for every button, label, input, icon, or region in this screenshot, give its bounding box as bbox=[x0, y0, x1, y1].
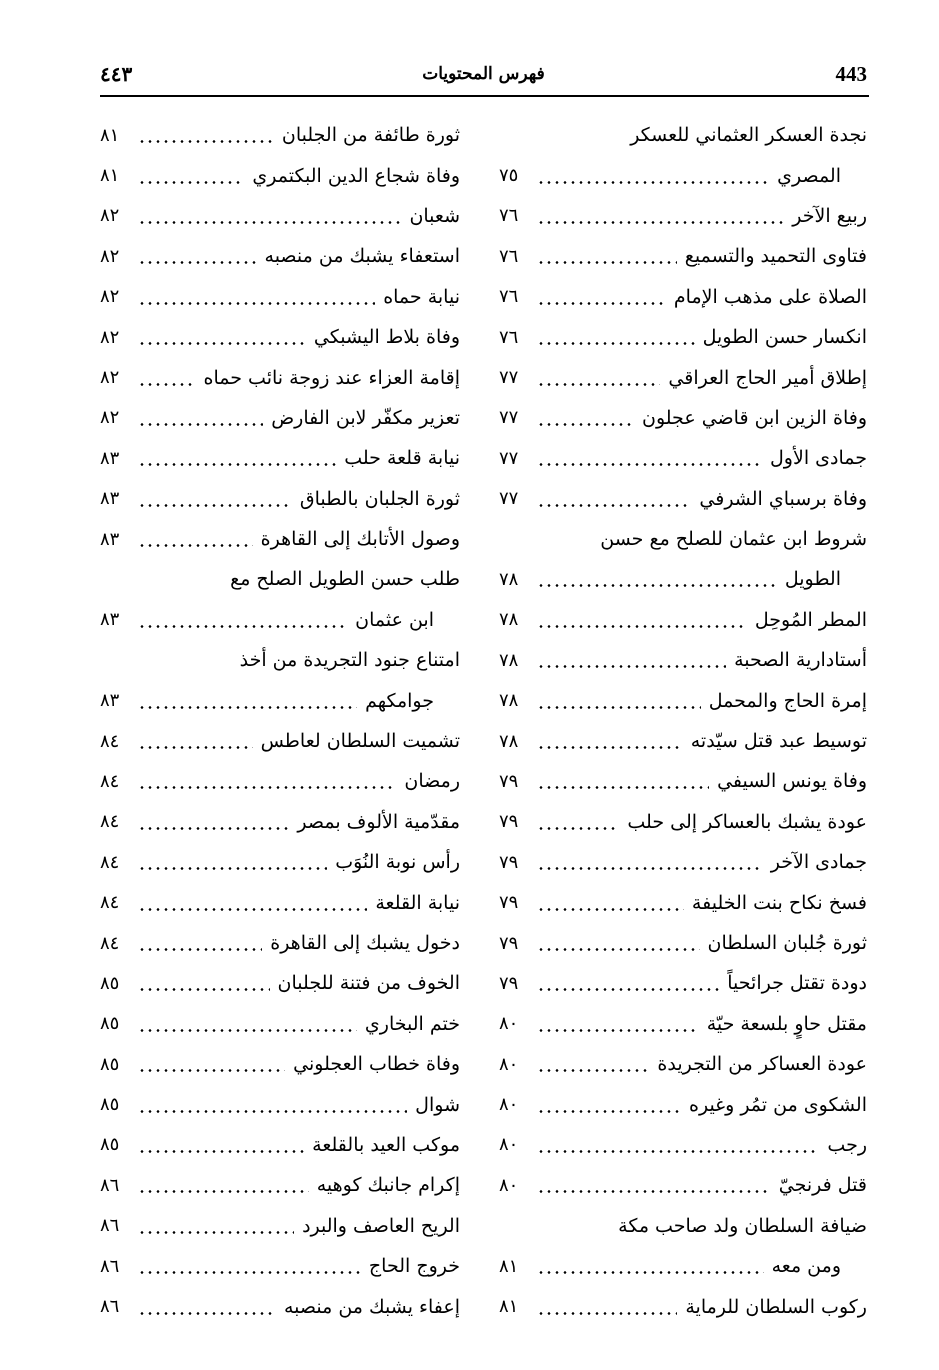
entry-page-number: ٧٦ bbox=[499, 326, 519, 348]
entry-page-number: ٧٥ bbox=[499, 165, 519, 187]
dot-leader bbox=[138, 974, 270, 992]
index-entry bbox=[499, 357, 867, 397]
entry-page-number: ٧٨ bbox=[499, 568, 519, 590]
index-entry bbox=[499, 680, 867, 720]
entry-page-number: ٧٧ bbox=[499, 407, 519, 429]
index-entry bbox=[499, 155, 867, 195]
entry-title: جوامكهم bbox=[365, 689, 434, 712]
index-entry bbox=[499, 559, 867, 599]
entry-title: وفاة شجاع الدين البكتمري bbox=[252, 164, 460, 187]
entry-page-number: ٨٥ bbox=[100, 1053, 120, 1075]
index-entry bbox=[499, 600, 867, 640]
running-header bbox=[100, 62, 867, 92]
entry-page-number: ٨٠ bbox=[499, 1094, 519, 1116]
entry-title: وفاة يونس السيفي bbox=[717, 770, 867, 793]
index-entry bbox=[499, 640, 867, 680]
index-entry bbox=[499, 519, 867, 559]
entry-page-number: ٧٧ bbox=[499, 367, 519, 389]
entry-page-number: ٨٤ bbox=[100, 730, 120, 752]
entry-title: توسيط عبد قتل سيّدته bbox=[690, 730, 867, 753]
entry-title: إطلاق أمير الحاج العراقي bbox=[668, 366, 867, 389]
index-entry bbox=[499, 1286, 867, 1326]
entry-title: أستادارية الصحبة bbox=[734, 649, 867, 672]
entry-title: دودة تقتل جرائحياً bbox=[727, 972, 867, 995]
entry-title: المطر المُوحِل bbox=[754, 608, 867, 631]
index-entry bbox=[100, 802, 460, 842]
dot-leader bbox=[537, 570, 777, 588]
dot-leader bbox=[138, 1015, 357, 1033]
index-entry bbox=[499, 963, 867, 1003]
index-entry bbox=[100, 519, 460, 559]
entry-title: الخوف من فتنة للجلبان bbox=[277, 972, 460, 995]
index-entry bbox=[499, 721, 867, 761]
entry-title: مقدّمية الألوف بمصر bbox=[297, 810, 460, 833]
index-entry bbox=[100, 559, 460, 599]
entry-title: جمادى الآخر bbox=[770, 851, 867, 874]
index-entry bbox=[100, 1004, 460, 1044]
entry-page-number: ٨٥ bbox=[100, 972, 120, 994]
entry-page-number: ٨٢ bbox=[100, 286, 120, 308]
dot-leader bbox=[537, 1257, 764, 1275]
index-entry bbox=[499, 923, 867, 963]
entry-page-number: ٨٠ bbox=[499, 1013, 519, 1035]
entry-page-number: ٨٤ bbox=[100, 892, 120, 914]
dot-leader bbox=[138, 934, 262, 952]
dot-leader bbox=[138, 207, 401, 225]
dot-leader bbox=[138, 126, 274, 144]
dot-leader bbox=[138, 1096, 407, 1114]
entry-page-number: ٨٢ bbox=[100, 326, 120, 348]
entry-title: الريح العاصف والبرد bbox=[302, 1214, 460, 1237]
entry-title: شوال bbox=[415, 1093, 460, 1116]
entry-page-number: ٧٩ bbox=[499, 972, 519, 994]
index-entry bbox=[100, 1286, 460, 1326]
entry-page-number: ٨٢ bbox=[100, 367, 120, 389]
index-entry bbox=[499, 1165, 867, 1205]
entry-title: الطويل bbox=[784, 568, 841, 591]
entry-title: عودة يشبك بالعساكر إلى حلب bbox=[627, 810, 867, 833]
index-entry bbox=[100, 640, 460, 680]
entry-title: ابن عثمان bbox=[355, 608, 434, 631]
dot-leader bbox=[138, 1136, 304, 1154]
dot-leader bbox=[537, 934, 700, 952]
entry-title: فتاوى التحميد والتسميع bbox=[684, 245, 867, 268]
index-entry bbox=[100, 196, 460, 236]
entry-title: ثورة الجلبان بالطباق bbox=[299, 487, 460, 510]
entry-title: مقتل حاوٍ بلسعة حيّة bbox=[706, 1012, 867, 1035]
entry-title: قتل فرنجيّ bbox=[778, 1174, 867, 1197]
index-entry bbox=[100, 479, 460, 519]
entry-title: شعبان bbox=[409, 204, 460, 227]
entry-title: خروج الحاج bbox=[368, 1255, 460, 1278]
index-entry bbox=[100, 236, 460, 276]
index-entry bbox=[100, 438, 460, 478]
dot-leader bbox=[138, 853, 327, 871]
entry-page-number: ٧٦ bbox=[499, 245, 519, 267]
dot-leader bbox=[537, 247, 677, 265]
index-entry bbox=[100, 1044, 460, 1084]
entry-page-number: ٧٨ bbox=[499, 690, 519, 712]
entry-title: رأس نوبة النُوَب bbox=[335, 851, 460, 874]
index-entry bbox=[100, 1084, 460, 1124]
index-entry bbox=[499, 317, 867, 357]
dot-leader bbox=[537, 1176, 771, 1194]
index-entry bbox=[100, 721, 460, 761]
dot-leader bbox=[537, 813, 619, 831]
dot-leader bbox=[138, 1176, 309, 1194]
entry-page-number: ٨٥ bbox=[100, 1134, 120, 1156]
entry-title: رجب bbox=[827, 1133, 867, 1156]
entry-title: استعفاء يشبك من منصبه bbox=[264, 245, 460, 268]
entry-title: ثورة جُلبان السلطان bbox=[707, 932, 867, 954]
index-entry bbox=[100, 1246, 460, 1286]
index-entry bbox=[100, 963, 460, 1003]
index-entry bbox=[499, 761, 867, 801]
entry-title: امتناع جنود التجريدة من أخذ bbox=[239, 649, 460, 672]
entry-title: رمضان bbox=[404, 770, 460, 793]
index-entry bbox=[100, 155, 460, 195]
entry-page-number: ٧٦ bbox=[499, 205, 519, 227]
entry-title: جمادى الأول bbox=[770, 447, 867, 470]
dot-leader bbox=[138, 247, 257, 265]
entry-title: إعفاء يشبك من منصبه bbox=[283, 1295, 460, 1318]
entry-page-number: ٨٢ bbox=[100, 205, 120, 227]
entry-title: الشكوى من تمُر وغيره bbox=[689, 1093, 867, 1116]
dot-leader bbox=[138, 894, 367, 912]
dot-leader bbox=[537, 651, 726, 669]
dot-leader bbox=[138, 288, 375, 306]
index-entry bbox=[100, 398, 460, 438]
entry-title: ربيع الآخر bbox=[792, 204, 867, 227]
index-entry bbox=[499, 1044, 867, 1084]
index-entry bbox=[100, 600, 460, 640]
page-number-latin: 443 bbox=[835, 62, 867, 86]
index-entry bbox=[100, 317, 460, 357]
index-entry bbox=[100, 357, 460, 397]
entry-page-number: ٧٩ bbox=[499, 932, 519, 954]
entry-title: إقامة العزاء عند زوجة نائب حماه bbox=[203, 366, 460, 389]
entry-title: موكب العيد بالقلعة bbox=[312, 1133, 460, 1156]
dot-leader bbox=[138, 813, 289, 831]
entry-page-number: ٨٦ bbox=[100, 1255, 120, 1277]
entry-title: ومن معه bbox=[771, 1255, 841, 1278]
entry-title: ركوب السلطان للرماية bbox=[685, 1295, 867, 1318]
entry-page-number: ٨٤ bbox=[100, 811, 120, 833]
index-entry bbox=[499, 882, 867, 922]
entry-title: نيابة القلعة bbox=[375, 891, 460, 914]
entry-title: إمرة الحاج والمحمل bbox=[708, 689, 867, 712]
index-entry bbox=[499, 398, 867, 438]
index-entry bbox=[100, 277, 460, 317]
dot-leader bbox=[537, 974, 719, 992]
entry-title: وفاة برسباي الشرفي bbox=[699, 487, 867, 510]
dot-leader bbox=[537, 288, 666, 306]
dot-leader bbox=[537, 207, 784, 225]
index-entry bbox=[499, 1246, 867, 1286]
entry-page-number: ٧٧ bbox=[499, 488, 519, 510]
entry-page-number: ٧٩ bbox=[499, 851, 519, 873]
entry-title: وفاة بلاط اليشبكي bbox=[313, 326, 460, 349]
dot-leader bbox=[537, 449, 762, 467]
index-entry bbox=[499, 236, 867, 276]
index-entry bbox=[499, 1206, 867, 1246]
dot-leader bbox=[537, 369, 660, 387]
entry-page-number: ٨٦ bbox=[100, 1296, 120, 1318]
entry-page-number: ٨٠ bbox=[499, 1174, 519, 1196]
dot-leader bbox=[537, 409, 634, 427]
index-entry bbox=[100, 1165, 460, 1205]
index-entry bbox=[499, 802, 867, 842]
dot-leader bbox=[138, 449, 336, 467]
dot-leader bbox=[138, 1217, 294, 1235]
entry-page-number: ٨٠ bbox=[499, 1134, 519, 1156]
index-entry bbox=[499, 1125, 867, 1165]
entry-page-number: ٨٥ bbox=[100, 1013, 120, 1035]
entry-title: نيابة حماه bbox=[383, 285, 460, 308]
dot-leader bbox=[537, 167, 769, 185]
entry-title: ثورة طائفة من الجلبان bbox=[281, 124, 460, 147]
dot-leader bbox=[537, 692, 701, 710]
entry-title: دخول يشبك إلى القاهرة bbox=[270, 932, 460, 954]
entry-page-number: ٧٩ bbox=[499, 892, 519, 914]
index-entry bbox=[100, 1206, 460, 1246]
dot-leader bbox=[138, 530, 253, 548]
page-number-arabic: ٤٤٣ bbox=[100, 62, 133, 86]
dot-leader bbox=[537, 611, 747, 629]
index-entry bbox=[100, 680, 460, 720]
entry-title: انكسار حسن الطويل bbox=[702, 326, 867, 349]
entry-title: عودة العساكر من التجريدة bbox=[657, 1053, 867, 1076]
entry-title: ختم البخاري bbox=[364, 1012, 460, 1035]
index-entry bbox=[499, 115, 867, 155]
entry-page-number: ٨٠ bbox=[499, 1053, 519, 1075]
dot-leader bbox=[138, 611, 347, 629]
running-title: فهرس المحتويات bbox=[422, 64, 545, 84]
index-entry bbox=[100, 842, 460, 882]
entry-title: شروط ابن عثمان للصلح مع حسن bbox=[600, 528, 867, 551]
entry-page-number: ٨٤ bbox=[100, 770, 120, 792]
index-entry bbox=[499, 277, 867, 317]
dot-leader bbox=[138, 328, 306, 346]
index-entry bbox=[499, 438, 867, 478]
index-entry bbox=[499, 196, 867, 236]
entry-page-number: ٧٨ bbox=[499, 730, 519, 752]
entry-title: طلب حسن الطويل الصلح مع bbox=[230, 568, 460, 591]
entry-page-number: ٨٦ bbox=[100, 1215, 120, 1237]
entry-page-number: ٧٩ bbox=[499, 811, 519, 833]
entry-title: الصلاة على مذهب الإمام bbox=[673, 285, 867, 308]
entry-page-number: ٨٣ bbox=[100, 690, 120, 712]
dot-leader bbox=[537, 1055, 649, 1073]
entry-page-number: ٨٤ bbox=[100, 932, 120, 954]
dot-leader bbox=[537, 1096, 681, 1114]
entry-page-number: ٨٦ bbox=[100, 1174, 120, 1196]
entry-title: فسخ نكاح بنت الخليفة bbox=[691, 891, 867, 914]
index-entry bbox=[499, 479, 867, 519]
dot-leader bbox=[138, 409, 263, 427]
dot-leader bbox=[138, 772, 396, 790]
entry-title: نجدة العسكر العثماني للعسكر bbox=[630, 124, 867, 147]
dot-leader bbox=[537, 1015, 699, 1033]
index-entry bbox=[100, 923, 460, 963]
dot-leader bbox=[138, 167, 244, 185]
entry-title: تعزير مكفّر لابن الفارض bbox=[271, 406, 460, 429]
entry-page-number: ٧٩ bbox=[499, 770, 519, 792]
entry-page-number: ٨١ bbox=[499, 1255, 519, 1277]
dot-leader bbox=[537, 853, 763, 871]
entry-page-number: ٨٣ bbox=[100, 488, 120, 510]
dot-leader bbox=[537, 1298, 677, 1316]
dot-leader bbox=[138, 1257, 361, 1275]
entry-page-number: ٨٣ bbox=[100, 609, 120, 631]
entry-page-number: ٧٧ bbox=[499, 447, 519, 469]
index-entry bbox=[100, 1125, 460, 1165]
entry-page-number: ٧٦ bbox=[499, 286, 519, 308]
dot-leader bbox=[537, 732, 683, 750]
entry-title: وفاة الزين ابن قاضي عجلون bbox=[642, 406, 867, 429]
dot-leader bbox=[537, 328, 695, 346]
header-rule bbox=[100, 95, 869, 97]
index-entry bbox=[100, 115, 460, 155]
index-entry bbox=[499, 842, 867, 882]
dot-leader bbox=[138, 490, 292, 508]
dot-leader bbox=[537, 1136, 819, 1154]
entry-page-number: ٧٨ bbox=[499, 609, 519, 631]
entry-page-number: ٨٢ bbox=[100, 245, 120, 267]
entry-page-number: ٨١ bbox=[499, 1296, 519, 1318]
entry-title: ضيافة السلطان ولد صاحب مكة bbox=[618, 1214, 867, 1237]
index-entry bbox=[100, 761, 460, 801]
entry-page-number: ٨٥ bbox=[100, 1094, 120, 1116]
entry-page-number: ٨٤ bbox=[100, 851, 120, 873]
index-column-left bbox=[100, 115, 460, 1327]
index-entry bbox=[499, 1084, 867, 1124]
index-entry bbox=[100, 882, 460, 922]
entry-title: تشميت السلطان لعاطس bbox=[260, 730, 460, 753]
entry-page-number: ٨٣ bbox=[100, 447, 120, 469]
dot-leader bbox=[138, 732, 253, 750]
entry-title: نيابة قلعة حلب bbox=[344, 447, 460, 470]
dot-leader bbox=[138, 1298, 276, 1316]
entry-page-number: ٨٣ bbox=[100, 528, 120, 550]
index-entry bbox=[499, 1004, 867, 1044]
entry-page-number: ٨١ bbox=[100, 124, 120, 146]
dot-leader bbox=[138, 369, 196, 387]
dot-leader bbox=[537, 490, 691, 508]
index-column-right bbox=[499, 115, 867, 1327]
entry-title: المصري bbox=[777, 164, 841, 187]
entry-title: إكرام جانبك كوهيه bbox=[316, 1174, 460, 1197]
dot-leader bbox=[537, 894, 684, 912]
entry-page-number: ٧٨ bbox=[499, 649, 519, 671]
entry-title: وصول الأتابك إلى القاهرة bbox=[260, 528, 460, 551]
dot-leader bbox=[537, 772, 709, 790]
dot-leader bbox=[138, 692, 357, 710]
entry-page-number: ٨١ bbox=[100, 165, 120, 187]
dot-leader bbox=[138, 1055, 285, 1073]
entry-page-number: ٨٢ bbox=[100, 407, 120, 429]
entry-title: وفاة خطاب العجلوني bbox=[293, 1053, 460, 1076]
